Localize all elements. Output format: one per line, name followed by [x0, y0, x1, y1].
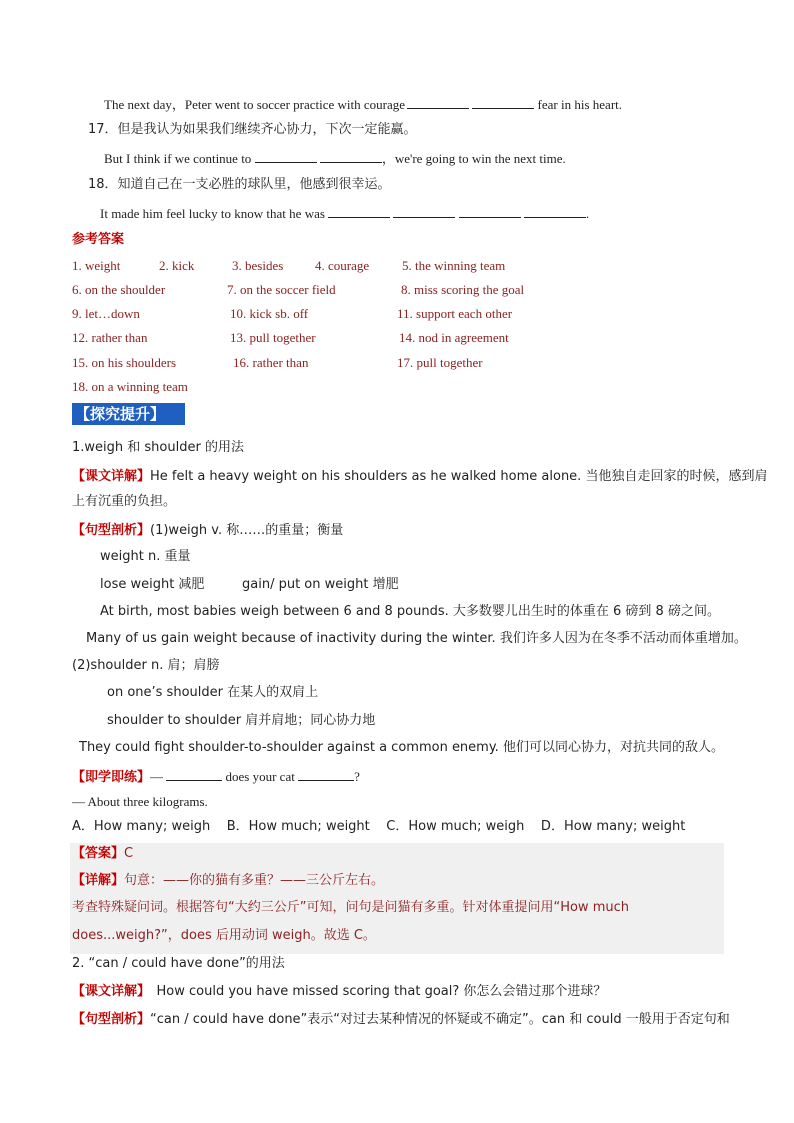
answer-item: 16. rather than: [233, 355, 309, 370]
tag: 【即学即练】: [72, 770, 151, 785]
blank: [524, 205, 586, 218]
vocab-item: lose weight 减肥: [100, 577, 205, 592]
example-sentence: Many of us gain weight because of inactivity during the winter. 我们许多人因为在冬季不活动而体重增加。: [86, 631, 747, 646]
answer-item: 17. pull together: [397, 355, 483, 370]
point-1-title: 1.weigh 和 shoulder 的用法: [72, 440, 244, 455]
answer-item: 11. support each other: [397, 306, 513, 321]
juxing-line: [72, 522, 343, 539]
text: ，we're going to win the next time.: [381, 151, 566, 166]
detail-line: 考查特殊疑问词。根据答句“大约三公斤”可知，问句是问猫有多重。针对体重提问用“How much: [72, 900, 629, 915]
text: does your cat: [225, 769, 295, 784]
kewen-line: [72, 468, 767, 485]
answer-item: 8. miss scoring the goal: [401, 282, 525, 297]
question-text: 知道自己在一支必胜的球队里，他感到很幸运。: [117, 177, 391, 192]
text: ?: [354, 769, 360, 784]
answer-value: C: [124, 846, 134, 861]
tag: 【课文详解】: [72, 469, 151, 484]
text: “can / could have done”表示“对过去某种情况的怀疑或不确定”。can 和 could 一般用于否定句和: [150, 1012, 730, 1027]
section-header: 【探究提升】: [72, 403, 185, 425]
text: (1)weigh v. 称……的重量；衡量: [150, 523, 344, 538]
exercise-17-english: [104, 150, 566, 167]
answer-item: 14. nod in agreement: [399, 330, 509, 345]
blank: [298, 768, 354, 781]
tag: 【课文详解】: [72, 984, 151, 999]
kewen-line: [72, 983, 606, 1000]
detail-line: does...weigh?”，does 后用动词 weigh。故选 C。: [72, 928, 376, 943]
blank: [320, 150, 382, 163]
answer-item: 18. on a winning team: [72, 379, 188, 394]
answer-item: 7. on the soccer field: [227, 282, 336, 297]
juxing-line: [72, 1011, 730, 1028]
answer-item: 1. weight: [72, 258, 121, 273]
question-18: [88, 177, 391, 193]
answer-item: 4. courage: [315, 258, 370, 273]
answer-line: [72, 846, 133, 862]
practice-question: [72, 768, 360, 786]
detail-line: [72, 873, 384, 889]
text: How could you have missed scoring that goal? 你怎么会错过那个进球？: [156, 984, 607, 999]
exercise-18-english: [100, 205, 589, 222]
text: —: [150, 769, 164, 784]
answer-item: 13. pull together: [230, 330, 316, 345]
kewen-line-cont: 上有沉重的负担。: [72, 494, 177, 509]
example-sentence: They could fight shoulder-to-shoulder against a common enemy. 他们可以同心协力，对抗共同的敌人。: [79, 740, 724, 755]
blank: [393, 205, 455, 218]
point-2-title: 2. “can / could have done”的用法: [72, 956, 285, 971]
text: The next day，Peter went to soccer practice with courage: [104, 97, 406, 112]
question-text: 但是我认为如果我们继续齐心协力，下次一定能赢。: [117, 122, 417, 137]
question-number: 17．: [88, 122, 118, 137]
answer-item: 2. kick: [159, 258, 195, 273]
vocab-item: shoulder to shoulder 肩并肩地；同心协力地: [107, 713, 376, 728]
exercise-16-english: [104, 96, 622, 113]
tag: 【句型剖析】: [72, 523, 151, 538]
text: 句意：——你的猫有多重？——三公斤左右。: [124, 873, 385, 888]
vocab-item: gain/ put on weight 增肥: [242, 577, 399, 592]
text: .: [585, 206, 590, 221]
text: It made him feel lucky to know that he was: [100, 206, 325, 221]
blank: [328, 205, 390, 218]
answer-item: 15. on his shoulders: [72, 355, 176, 370]
tag: 【句型剖析】: [72, 1012, 151, 1027]
example-sentence: At birth, most babies weigh between 6 and 8 pounds. 大多数婴儿出生时的体重在 6 磅到 8 磅之间。: [100, 604, 720, 619]
practice-reply: — About three kilograms.: [72, 794, 208, 809]
answer-item: 10. kick sb. off: [230, 306, 309, 321]
blank: [407, 96, 469, 109]
answers-title: 参考答案: [72, 232, 125, 247]
tag: 【详解】: [72, 873, 125, 888]
blank: [166, 768, 222, 781]
tag: 【答案】: [72, 846, 125, 861]
answer-item: 5. the winning team: [402, 258, 506, 273]
text: He felt a heavy weight on his shoulders as he walked home alone. 当他独自走回家的时候，感到肩: [150, 469, 768, 484]
vocab-item: (2)shoulder n. 肩；肩膀: [72, 658, 220, 673]
vocab-item: on one’s shoulder 在某人的双肩上: [107, 685, 319, 700]
answer-item: 6. on the shoulder: [72, 282, 166, 297]
question-17: [88, 122, 417, 138]
blank: [459, 205, 521, 218]
text: fear in his heart.: [537, 97, 623, 112]
practice-options: A．How many; weigh B．How much; weight C．How much; weigh D．How many; weight: [72, 819, 686, 834]
blank: [472, 96, 534, 109]
question-number: 18．: [88, 177, 118, 192]
text: But I think if we continue to: [104, 151, 252, 166]
answer-item: 9. let…down: [72, 306, 140, 321]
blank: [255, 150, 317, 163]
answer-item: 3. besides: [232, 258, 284, 273]
answer-item: 12. rather than: [72, 330, 148, 345]
vocab-item: weight n. 重量: [100, 549, 191, 564]
